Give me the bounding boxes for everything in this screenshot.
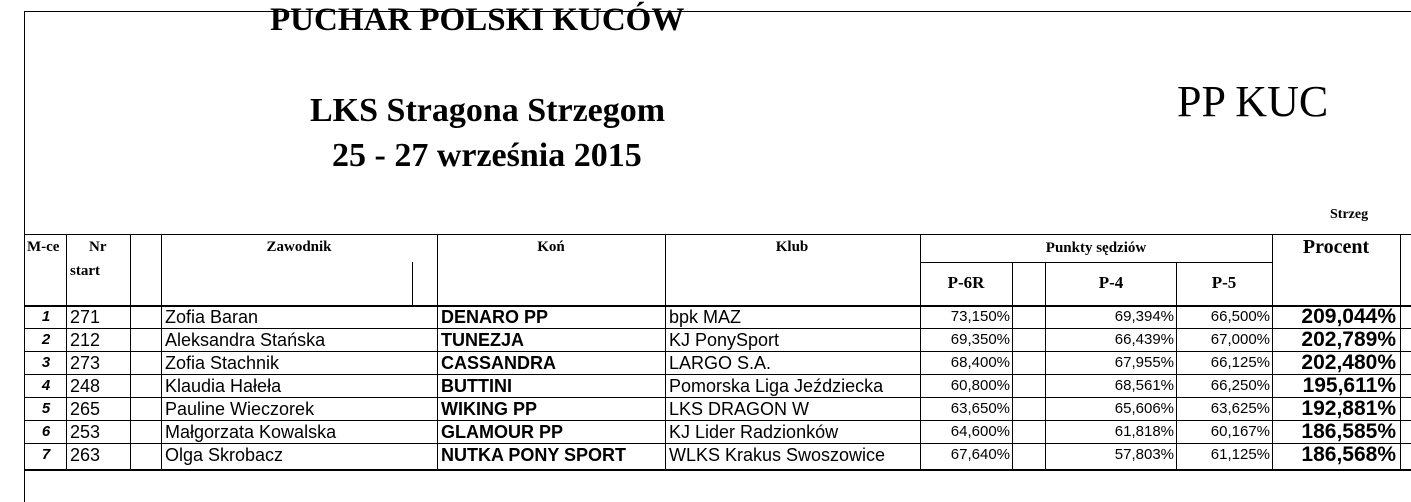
rider-cell: Małgorzata Kowalska: [165, 422, 337, 442]
club-cell: LKS DRAGON W: [669, 399, 810, 419]
judge-p4-score: 57,803%: [1114, 446, 1174, 463]
judge-p6r-score: 64,600%: [950, 423, 1010, 440]
judge-p6r-score: 67,640%: [950, 446, 1010, 463]
column-divider: [1400, 234, 1401, 469]
total-percent: 195,611%: [1302, 374, 1396, 397]
rider-cell: Aleksandra Stańska: [165, 330, 326, 350]
judge-p6r-score: 63,650%: [950, 400, 1010, 417]
column-divider: [66, 234, 67, 469]
column-divider: [1176, 262, 1177, 469]
judge-p4-score: 66,439%: [1114, 331, 1174, 348]
start-number-cell: 212: [70, 330, 101, 350]
header-judge-p6r: P-6R: [947, 273, 985, 292]
judge-p4-score: 68,561%: [1114, 377, 1174, 394]
judge-p5-score: 66,500%: [1210, 308, 1270, 325]
club-cell: KJ Lider Radzionków: [669, 422, 839, 442]
judge-p5-score: 66,125%: [1210, 354, 1270, 371]
place-cell: 3: [41, 354, 51, 371]
club-cell: LARGO S.A.: [669, 353, 772, 373]
judge-p6r-score: 60,800%: [950, 377, 1010, 394]
club-cell: WLKS Krakus Swoszowice: [669, 445, 886, 465]
table-top-border: [24, 234, 1411, 235]
club-cell: Pomorska Liga Jeździecka: [669, 376, 884, 396]
judge-p5-score: 66,250%: [1210, 377, 1270, 394]
place-cell: 6: [41, 423, 51, 440]
judge-p4-score: 67,955%: [1114, 354, 1174, 371]
horse-cell: DENARO PP: [441, 307, 549, 327]
judge-p5-score: 60,167%: [1210, 423, 1270, 440]
total-percent: 209,044%: [1301, 305, 1396, 328]
column-divider: [130, 234, 131, 469]
cut-off-label: Strzeg: [1330, 207, 1369, 222]
column-divider: [665, 234, 666, 469]
start-number-cell: 263: [70, 445, 101, 465]
header-judge-p5: P-5: [1211, 273, 1237, 292]
table-bottom-border: [24, 469, 1411, 471]
judge-p6r-score: 68,400%: [950, 354, 1010, 371]
judge-p5-score: 63,625%: [1210, 400, 1270, 417]
rider-cell: Klaudia Hałeła: [165, 376, 282, 396]
column-divider: [412, 262, 413, 305]
header-horse: Koń: [537, 239, 565, 255]
header-judges-points: Punkty sędziów: [1045, 240, 1147, 256]
judge-p5-score: 61,125%: [1210, 446, 1270, 463]
place-cell: 2: [41, 331, 51, 348]
start-number-cell: 253: [70, 422, 101, 442]
judge-p6r-score: 69,350%: [950, 331, 1010, 348]
horse-cell: NUTKA PONY SPORT: [441, 445, 627, 465]
place-cell: 7: [41, 446, 51, 463]
judge-p4-score: 65,606%: [1114, 400, 1174, 417]
horse-cell: TUNEZJA: [441, 330, 525, 350]
judge-p6r-score: 73,150%: [950, 308, 1010, 325]
event-venue: LKS Stragona Strzegom: [310, 92, 666, 129]
header-percent: Procent: [1302, 236, 1370, 258]
header-rider: Zawodnik: [266, 239, 332, 255]
total-percent: 192,881%: [1301, 397, 1396, 420]
start-number-cell: 273: [70, 353, 101, 373]
total-percent: 186,585%: [1301, 420, 1396, 443]
document-title: PUCHAR POLSKI KUCÓW: [270, 2, 685, 38]
start-number-cell: 265: [70, 399, 101, 419]
horse-cell: CASSANDRA: [441, 353, 557, 373]
rider-cell: Olga Skrobacz: [165, 445, 284, 465]
header-place: M-ce: [27, 239, 60, 255]
column-divider: [1045, 262, 1046, 469]
column-divider: [161, 234, 162, 469]
horse-cell: BUTTINI: [441, 376, 512, 396]
total-percent: 202,789%: [1301, 328, 1396, 351]
header-start-number-line2: start: [70, 263, 100, 279]
header-club: Klub: [775, 239, 809, 255]
total-percent: 202,480%: [1301, 351, 1396, 374]
start-number-cell: 248: [70, 376, 101, 396]
rider-cell: Zofia Baran: [165, 307, 259, 327]
judge-p5-score: 67,000%: [1210, 331, 1270, 348]
club-cell: KJ PonySport: [669, 330, 780, 350]
header-judge-p4: P-4: [1098, 273, 1124, 292]
column-divider: [920, 234, 921, 469]
judges-subheader-line: [920, 262, 1272, 263]
column-divider: [1012, 262, 1013, 469]
judge-p4-score: 69,394%: [1114, 308, 1174, 325]
place-cell: 5: [41, 400, 51, 417]
competition-tag: PP KUC: [1177, 77, 1329, 126]
rider-cell: Pauline Wieczorek: [165, 399, 315, 419]
header-start-number: Nr: [89, 239, 107, 255]
start-number-cell: 271: [70, 307, 101, 327]
club-cell: bpk MAZ: [669, 307, 742, 327]
event-dates: 25 - 27 września 2015: [332, 137, 642, 174]
total-percent: 186,568%: [1301, 443, 1396, 466]
place-cell: 1: [41, 308, 51, 325]
judge-p4-score: 61,818%: [1114, 423, 1174, 440]
horse-cell: GLAMOUR PP: [441, 422, 564, 442]
place-cell: 4: [41, 377, 51, 394]
horse-cell: WIKING PP: [441, 399, 538, 419]
rider-cell: Zofia Stachnik: [165, 353, 280, 373]
column-divider: [437, 234, 438, 469]
